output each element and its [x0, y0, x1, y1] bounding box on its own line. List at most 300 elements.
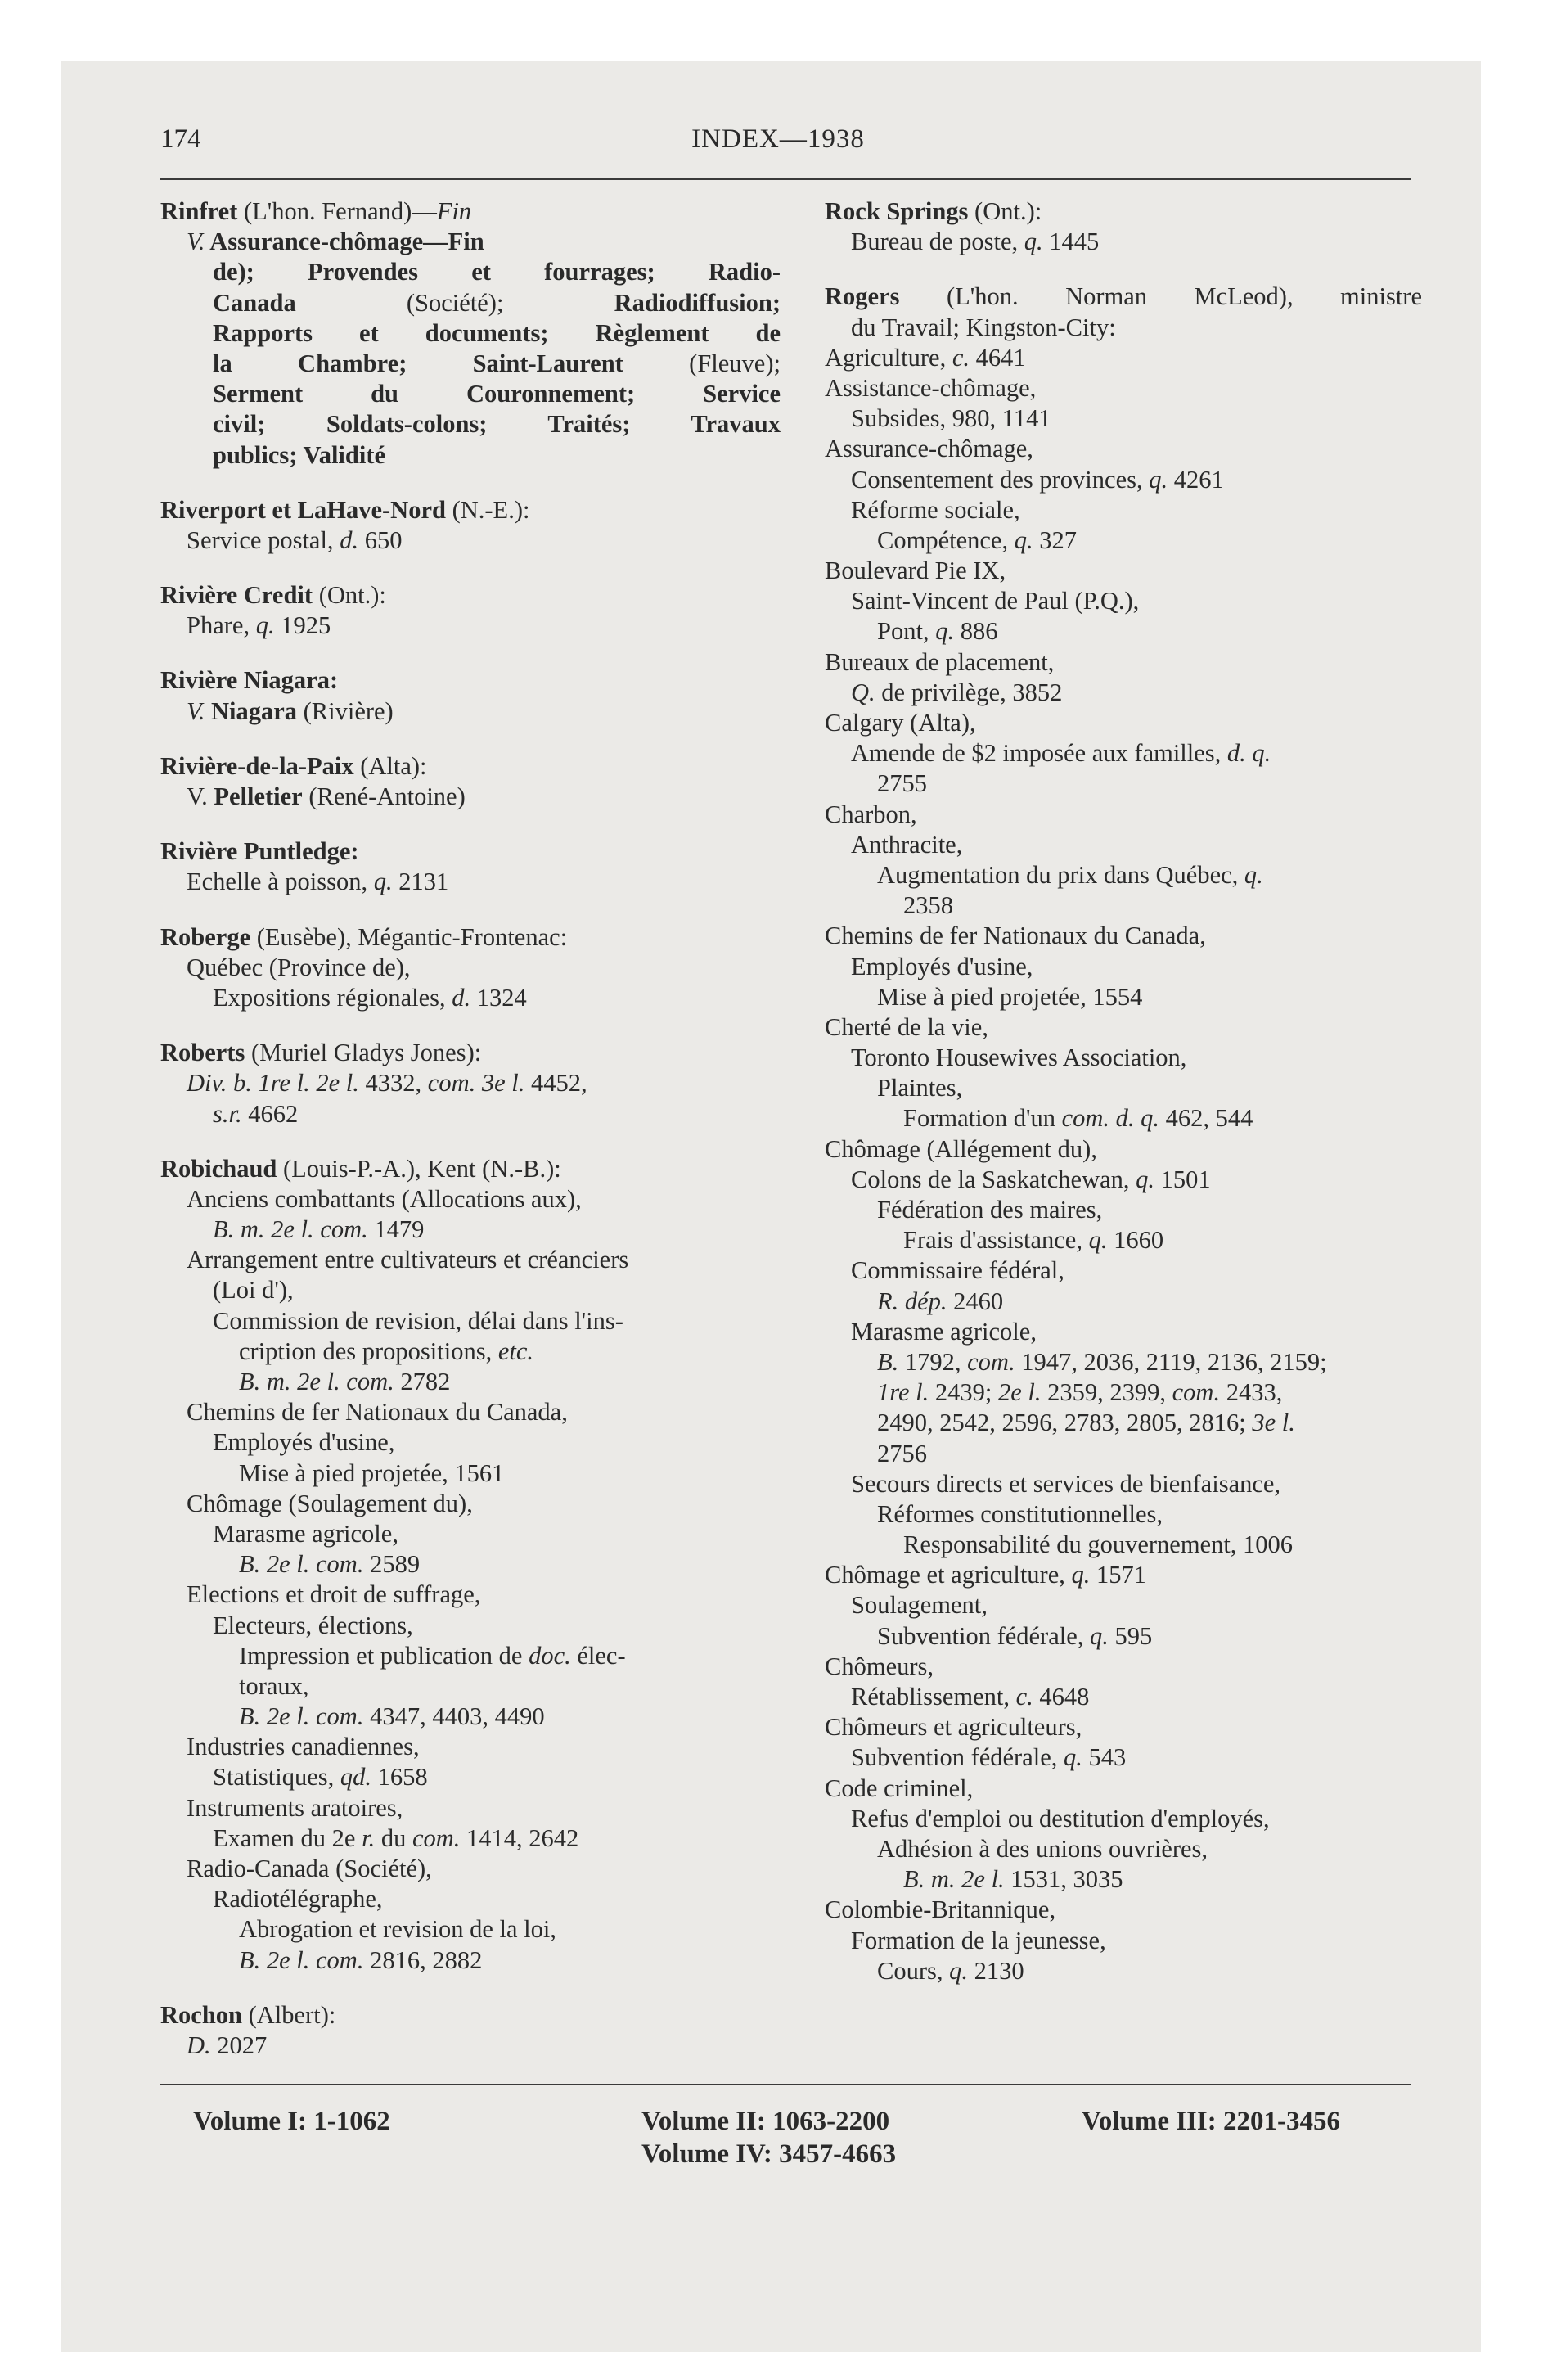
index-entry-line — [160, 1823, 781, 1854]
index-entry-line — [825, 982, 1422, 1012]
text-segment: Responsabilité du gouvernement, 1006 — [903, 1530, 1294, 1559]
index-entry-line — [825, 1134, 1422, 1165]
text-segment: Radiotélégraphe, — [213, 1885, 383, 1913]
text-segment: 4452, — [524, 1069, 587, 1098]
index-entry-line — [825, 1804, 1422, 1834]
text-segment: Chemins de fer Nationaux du Canada, — [187, 1398, 568, 1427]
text-segment: (Louis-P.-A.), Kent (N.-B.): — [277, 1154, 561, 1183]
text-segment: 2433, — [1220, 1378, 1283, 1407]
text-segment: Mise à pied projetée, 1554 — [877, 982, 1143, 1011]
index-entry-line — [160, 257, 781, 287]
text-segment: D. — [187, 2031, 211, 2059]
index-entry-heading — [160, 751, 781, 782]
text-segment: Echelle à poisson, — [187, 868, 374, 896]
text-segment: com. d. q. — [1061, 1104, 1160, 1133]
text-segment: q. — [935, 617, 955, 646]
text-segment: 4332, — [358, 1069, 428, 1098]
index-entry-line — [825, 738, 1422, 769]
text-segment: etc. — [497, 1336, 534, 1365]
text-segment: du — [375, 1823, 412, 1852]
index-entry-line — [825, 647, 1422, 678]
text-segment: Subsides, 980, 1141 — [851, 404, 1051, 433]
text-segment: Roberts — [160, 1039, 245, 1067]
text-segment: Code criminel, — [825, 1774, 974, 1802]
index-entry-line — [160, 318, 781, 349]
text-segment: (L'hon. Norman McLeod), ministre — [899, 282, 1422, 311]
index-entry-line — [160, 2031, 781, 2061]
text-segment: V. — [187, 228, 205, 256]
text-segment: Toronto Housewives Association, — [851, 1044, 1187, 1072]
text-segment: R. dép. — [877, 1287, 947, 1315]
index-column-right — [825, 196, 1422, 1986]
index-entry-line — [825, 1712, 1422, 1742]
index-entry-line — [825, 1560, 1422, 1590]
text-segment: Mise à pied projetée, 1561 — [239, 1458, 505, 1487]
index-entry-heading — [160, 2000, 781, 2031]
text-segment: Rivière Credit — [160, 581, 313, 610]
index-entry-line — [825, 1864, 1422, 1895]
index-entry — [160, 495, 781, 556]
page-header — [160, 124, 1396, 165]
text-segment: Commissaire fédéral, — [851, 1256, 1064, 1285]
index-entry-line — [160, 1641, 781, 1671]
index-entry — [160, 922, 781, 1014]
index-entry-line — [160, 953, 781, 983]
text-segment: 2782 — [394, 1368, 451, 1395]
text-segment: 2756 — [877, 1439, 927, 1467]
index-entry-line — [160, 1702, 781, 1732]
index-entry-line — [825, 1895, 1422, 1925]
text-segment: 4648 — [1033, 1683, 1090, 1711]
index-entry-line — [160, 227, 781, 257]
text-segment: 2460 — [947, 1287, 1004, 1315]
text-segment: doc. — [529, 1641, 571, 1670]
text-segment: Chemins de fer Nationaux du Canada, — [825, 922, 1206, 950]
text-segment: 2490, 2542, 2596, 2783, 2805, 2816; — [877, 1409, 1253, 1437]
text-segment: q. — [1014, 525, 1033, 554]
text-segment: 462, 544 — [1159, 1104, 1253, 1133]
index-entry-line — [825, 313, 1422, 343]
text-segment: Rock Springs — [825, 197, 969, 225]
text-segment: (Rivière) — [297, 696, 394, 725]
text-segment: 1479 — [367, 1215, 425, 1244]
text-segment: Serment du Couronnement; Service — [213, 380, 781, 408]
index-entry-line — [825, 1225, 1422, 1255]
text-segment: Chômage (Soulagement du), — [187, 1489, 473, 1517]
index-entry-line — [160, 1245, 781, 1275]
text-segment: Plaintes, — [877, 1074, 963, 1102]
index-entry-heading — [825, 196, 1422, 227]
text-segment: Rogers — [825, 282, 900, 311]
index-entry-line — [160, 440, 781, 471]
index-entry-line — [825, 1530, 1422, 1560]
index-entry — [160, 2000, 781, 2061]
text-segment: B. 2e l. com. — [239, 1945, 364, 1974]
text-segment: (Loi d'), — [213, 1276, 294, 1305]
index-entry-line — [825, 708, 1422, 738]
text-segment: Agriculture, — [825, 343, 952, 372]
text-segment: Abrogation et revision de la loi, — [239, 1915, 556, 1944]
index-entry-heading — [160, 922, 781, 953]
index-entry-line — [160, 1275, 781, 1305]
index-entry-line — [160, 409, 781, 439]
text-segment: Pont, — [877, 617, 936, 646]
text-segment: 4347, 4403, 4490 — [363, 1702, 545, 1731]
index-entry-line — [160, 1854, 781, 1884]
text-segment: toraux, — [239, 1671, 309, 1700]
index-entry — [160, 1154, 781, 1976]
text-segment: Rochon — [160, 2000, 242, 2029]
text-segment: Expositions régionales, — [213, 983, 452, 1012]
index-entry — [160, 1038, 781, 1129]
text-segment: Commission de revision, délai dans l'ins- — [213, 1306, 623, 1335]
text-segment: 2755 — [877, 769, 927, 798]
text-segment: B. — [877, 1347, 899, 1376]
text-segment: Employés d'usine, — [213, 1428, 395, 1457]
text-segment: 1531, 3035 — [1004, 1865, 1123, 1894]
text-segment: Marasme agricole, — [213, 1519, 398, 1548]
text-segment: Roberge — [160, 922, 251, 951]
text-segment: B. m. 2e l. com. — [239, 1368, 394, 1395]
index-entry-line — [825, 952, 1422, 982]
text-segment: 2439; — [929, 1378, 998, 1407]
text-segment: Niagara — [205, 696, 297, 725]
text-segment: Chômeurs et agriculteurs, — [825, 1713, 1082, 1742]
text-segment: Anciens combattants (Allocations aux), — [187, 1184, 582, 1213]
text-segment: V. — [187, 696, 205, 725]
index-entry-line — [825, 1956, 1422, 1986]
index-entry-line — [160, 1884, 781, 1914]
index-entry-line — [160, 1215, 781, 1245]
text-segment: 2816, 2882 — [363, 1945, 483, 1974]
index-entry-heading — [160, 196, 781, 227]
index-entry-line — [825, 921, 1422, 951]
text-segment: q. — [1071, 1561, 1091, 1589]
text-segment: élec- — [570, 1641, 626, 1670]
text-segment: 886 — [954, 617, 998, 646]
index-entry-line — [825, 586, 1422, 616]
index-entry-heading — [160, 1154, 781, 1184]
index-entry-line — [825, 525, 1422, 556]
index-entry-line — [160, 379, 781, 409]
text-segment: q. — [1136, 1165, 1155, 1193]
index-entry-line — [160, 1184, 781, 1215]
page-number: 174 — [160, 124, 201, 154]
text-segment: com. — [1172, 1378, 1221, 1407]
text-segment: 1324 — [470, 983, 527, 1012]
text-segment: 1re l. — [877, 1378, 929, 1407]
text-segment: Frais d'assistance, — [903, 1226, 1089, 1255]
text-segment: Radiodiffusion; — [614, 288, 781, 317]
index-entry-line — [825, 800, 1422, 830]
index-entry-line — [825, 769, 1422, 799]
text-segment: Colons de la Saskatchewan, — [851, 1165, 1136, 1193]
text-segment: Rivière-de-la-Paix — [160, 751, 354, 780]
text-segment: 2589 — [363, 1550, 421, 1579]
index-entry-line — [160, 1793, 781, 1823]
text-segment: Assistance-chômage, — [825, 373, 1037, 402]
text-segment: qd. — [340, 1763, 372, 1792]
text-segment: Service postal, — [187, 525, 340, 554]
text-segment: Secours directs et services de bienfaisance, — [851, 1469, 1281, 1498]
text-segment: Charbon, — [825, 800, 917, 828]
index-entry — [160, 836, 781, 897]
index-entry-line — [160, 1549, 781, 1580]
text-segment: Fin — [436, 197, 472, 225]
index-entry-line — [160, 1306, 781, 1336]
text-segment: Québec (Province de), — [187, 953, 411, 981]
index-entry-line — [160, 1367, 781, 1397]
index-entry — [160, 751, 781, 812]
index-entry-heading — [160, 580, 781, 611]
text-segment: (Alta): — [353, 751, 427, 780]
text-segment: Calgary (Alta), — [825, 709, 976, 737]
text-segment: c. — [952, 343, 970, 372]
index-entry-line — [825, 1439, 1422, 1469]
text-segment: Rinfret — [160, 197, 238, 225]
text-segment: Augmentation du prix dans Québec, — [877, 860, 1244, 889]
text-segment: de); Provendes et fourrages; Radio- — [213, 258, 781, 286]
index-entry-line — [160, 1427, 781, 1458]
text-segment: Réforme sociale, — [851, 495, 1020, 524]
text-segment: Subvention fédérale, — [851, 1743, 1064, 1772]
text-segment: Amende de $2 imposée aux familles, — [851, 739, 1227, 768]
text-segment: com. 3e l. — [427, 1069, 525, 1098]
index-entry-line — [825, 1742, 1422, 1773]
index-entry — [160, 665, 781, 726]
index-entry-line — [160, 867, 781, 897]
text-segment: (Société); — [295, 288, 614, 317]
footer-volume-4: Volume IV: 3457-4663 — [641, 2139, 897, 2169]
index-entry-line — [160, 611, 781, 641]
text-segment: 1925 — [274, 611, 331, 640]
text-segment: 2e l. — [997, 1378, 1042, 1407]
text-segment: c. — [1015, 1683, 1033, 1711]
text-segment: q. — [1149, 465, 1168, 494]
text-segment: (Eusèbe), Mégantic-Frontenac: — [250, 922, 568, 951]
text-segment: Anthracite, — [851, 830, 963, 859]
text-segment: Statistiques, — [213, 1763, 340, 1792]
text-segment: 4261 — [1168, 465, 1224, 494]
text-segment: 1658 — [371, 1763, 428, 1792]
index-entry — [825, 196, 1422, 257]
text-segment: du Travail; Kingston-City: — [851, 313, 1116, 341]
text-segment: 327 — [1033, 525, 1077, 554]
text-segment: 650 — [358, 525, 403, 554]
index-entry-line — [160, 525, 781, 556]
index-entry-heading — [160, 836, 781, 867]
index-entry-line — [825, 678, 1422, 708]
text-segment: Examen du 2e — [213, 1823, 362, 1852]
index-entry-line — [825, 1469, 1422, 1499]
text-segment: 595 — [1108, 1621, 1153, 1650]
text-segment: Cours, — [877, 1956, 950, 1985]
index-entry-line — [160, 983, 781, 1013]
text-segment: 2027 — [210, 2031, 268, 2059]
header-rule — [160, 178, 1411, 180]
text-segment: 1501 — [1154, 1165, 1211, 1193]
text-segment: 1792, — [898, 1347, 968, 1376]
text-segment: r. — [362, 1823, 376, 1852]
text-segment: com. — [967, 1347, 1015, 1376]
footer-volume-1: Volume I: 1-1062 — [193, 2107, 390, 2136]
index-entry-line — [160, 1068, 781, 1098]
index-entry-line — [825, 1774, 1422, 1804]
text-segment: Rivière Niagara: — [160, 666, 339, 695]
text-segment: Bureau de poste, — [851, 228, 1024, 256]
text-segment: Elections et droit de suffrage, — [187, 1580, 481, 1609]
index-entry-line — [825, 227, 1422, 257]
index-entry — [160, 580, 781, 641]
index-entry-line — [825, 1926, 1422, 1956]
index-entry-line — [160, 696, 781, 727]
text-segment: la Chambre; Saint-Laurent — [213, 349, 623, 377]
text-segment: B. m. 2e l. com. — [213, 1215, 368, 1244]
text-segment: Employés d'usine, — [851, 952, 1033, 980]
text-segment: 2131 — [392, 868, 449, 896]
text-segment: Boulevard Pie IX, — [825, 557, 1006, 585]
text-segment: 1660 — [1107, 1226, 1164, 1255]
index-entry-line — [825, 403, 1422, 434]
text-segment: Assurance-chômage, — [825, 435, 1033, 463]
text-segment: (Muriel Gladys Jones): — [245, 1039, 482, 1067]
text-segment: Formation d'un — [903, 1104, 1062, 1133]
index-entry-line — [160, 1458, 781, 1489]
index-entry-line — [160, 1397, 781, 1427]
index-entry-line — [160, 288, 781, 318]
text-segment: d. q. — [1226, 739, 1271, 768]
index-entry-line — [825, 1195, 1422, 1225]
text-segment: Consentement des provinces, — [851, 465, 1150, 494]
text-segment: Soulagement, — [851, 1591, 988, 1620]
text-segment: Phare, — [187, 611, 256, 640]
text-segment: cription des propositions, — [239, 1336, 498, 1365]
text-segment: publics; Validité — [213, 440, 386, 469]
index-entry — [160, 196, 781, 471]
text-segment: (Ont.): — [313, 581, 386, 610]
index-entry-line — [825, 1377, 1422, 1408]
text-segment: d. — [452, 983, 471, 1012]
text-segment: 2130 — [968, 1956, 1024, 1985]
text-segment: q. — [1024, 228, 1043, 256]
index-entry-heading — [160, 495, 781, 525]
index-entry-line — [825, 434, 1422, 464]
text-segment: Adhésion à des unions ouvrières, — [877, 1834, 1208, 1863]
text-segment: (N.-E.): — [445, 495, 530, 524]
text-segment: 4662 — [241, 1099, 299, 1128]
index-entry-line — [825, 1347, 1422, 1377]
text-segment: 543 — [1082, 1743, 1127, 1772]
index-entry-line — [825, 1287, 1422, 1317]
text-segment: de privilège, 3852 — [875, 678, 1063, 706]
text-segment: q. — [255, 611, 275, 640]
text-segment: Rapports et documents; Règlement de — [213, 318, 781, 347]
index-entry-line — [160, 1914, 781, 1945]
index-entry-heading — [160, 1038, 781, 1068]
text-segment: Electeurs, élections, — [213, 1611, 413, 1639]
index-entry — [825, 282, 1422, 1986]
text-segment: 1445 — [1042, 228, 1100, 256]
index-entry-line — [825, 1043, 1422, 1073]
index-entry-line — [825, 495, 1422, 525]
text-segment: 4641 — [970, 343, 1026, 372]
footer-volume-3: Volume III: 2201-3456 — [1082, 2107, 1340, 2136]
text-segment: Marasme agricole, — [851, 1317, 1037, 1346]
text-segment: Q. — [851, 678, 875, 706]
text-segment: Canada — [213, 288, 296, 317]
index-entry-line — [825, 1165, 1422, 1195]
text-segment: 3e l. — [1252, 1409, 1295, 1437]
text-segment: (René-Antoine) — [302, 782, 466, 810]
text-segment: Subvention fédérale, — [877, 1621, 1091, 1650]
text-segment: (Fleuve); — [623, 349, 781, 377]
index-entry-line — [825, 1103, 1422, 1134]
index-entry-line — [160, 1945, 781, 1976]
text-segment: Colombie-Britannique, — [825, 1895, 1056, 1924]
index-entry-line — [160, 1671, 781, 1702]
index-entry-line — [825, 1621, 1422, 1652]
text-segment: Riverport et LaHave-Nord — [160, 495, 446, 524]
index-entry-line — [160, 1519, 781, 1549]
text-segment: Formation de la jeunesse, — [851, 1926, 1106, 1954]
text-segment: B. 2e l. com. — [239, 1550, 364, 1579]
text-segment: 2359, 2399, — [1041, 1378, 1172, 1407]
footer-volumes-2-4 — [641, 2105, 896, 2170]
text-segment: 1947, 2036, 2119, 2136, 2159; — [1015, 1347, 1327, 1376]
text-segment: Bureaux de placement, — [825, 647, 1055, 676]
index-entry-line — [160, 1611, 781, 1641]
index-entry-line — [160, 1732, 781, 1762]
text-segment: Impression et publication de — [239, 1641, 529, 1670]
text-segment: Robichaud — [160, 1154, 277, 1183]
text-segment: q. — [1090, 1621, 1109, 1650]
text-segment: Assurance-chômage—Fin — [205, 228, 484, 256]
text-segment: 1414, 2642 — [460, 1823, 579, 1852]
text-segment: Chômage et agriculture, — [825, 1561, 1072, 1589]
text-segment: Chômage (Allégement du), — [825, 1134, 1097, 1163]
footer-volume-2: Volume II: 1063-2200 — [641, 2107, 890, 2136]
index-entry-line — [160, 1580, 781, 1610]
text-segment: V. — [187, 782, 214, 810]
text-segment: Div. b. 1re l. 2e l. — [187, 1069, 359, 1098]
text-segment: Cherté de la vie, — [825, 1012, 988, 1041]
text-segment: B. m. 2e l. — [903, 1865, 1005, 1894]
text-segment: Pelletier — [214, 782, 303, 810]
index-entry-line — [825, 1408, 1422, 1438]
index-entry-line — [825, 860, 1422, 890]
index-entry-line — [825, 1499, 1422, 1530]
text-segment: Compétence, — [877, 525, 1015, 554]
text-segment: Chômeurs, — [825, 1652, 934, 1680]
index-entry-line — [825, 1317, 1422, 1347]
text-segment: Fédération des maires, — [877, 1196, 1103, 1224]
index-column-left — [160, 196, 781, 2061]
index-entry-line — [825, 556, 1422, 586]
text-segment: (Ont.): — [968, 197, 1042, 225]
text-segment: s.r. — [213, 1099, 242, 1128]
text-segment: q. — [373, 868, 393, 896]
index-entry-line — [825, 373, 1422, 403]
text-segment: Instruments aratoires, — [187, 1793, 403, 1822]
text-segment: Saint-Vincent de Paul (P.Q.), — [851, 587, 1140, 615]
index-entry-line — [825, 1255, 1422, 1286]
index-entry-line — [160, 1336, 781, 1367]
index-entry-line — [825, 830, 1422, 860]
index-entry-heading — [160, 665, 781, 696]
index-entry-heading — [825, 282, 1422, 312]
text-segment: Radio-Canada (Société), — [187, 1855, 432, 1882]
text-segment: B. 2e l. com. — [239, 1702, 364, 1731]
